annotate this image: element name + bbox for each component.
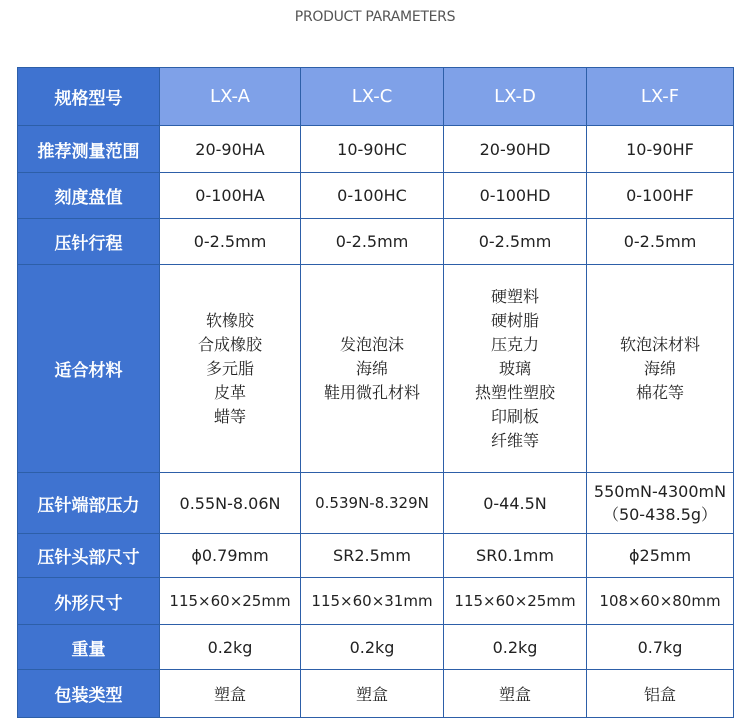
- table-row: [18, 473, 734, 534]
- table-row: [18, 670, 734, 718]
- table-cell: 115×60×31mm: [301, 578, 444, 625]
- table-cell: 0.539N-8.329N: [301, 473, 444, 534]
- table-cell: 0-100HF: [587, 173, 734, 219]
- material-item: 海绵: [355, 358, 388, 378]
- table-cell: SR0.1mm: [444, 534, 587, 578]
- table-cell: SR2.5mm: [301, 534, 444, 578]
- row-label: 外形尺寸: [18, 578, 160, 625]
- table-cell: 0-100HC: [301, 173, 444, 219]
- table-cell: 0-44.5N: [444, 473, 587, 534]
- row-label: 重量: [18, 625, 160, 670]
- model-header-cell: LX-D: [444, 68, 587, 126]
- material-list: [587, 333, 733, 405]
- pressure-lines: [587, 480, 733, 526]
- row-label: 压针端部压力: [18, 473, 160, 534]
- material-item: 热塑性塑胶: [474, 382, 555, 402]
- material-item: 合成橡胶: [197, 334, 262, 354]
- material-item: 棉花等: [635, 382, 684, 402]
- table-cell: [301, 265, 444, 473]
- row-label: 刻度盘值: [18, 173, 160, 219]
- material-item: 多元脂: [205, 358, 254, 378]
- table-cell: 10-90HC: [301, 126, 444, 173]
- material-item: 软泡沫材料: [619, 334, 700, 354]
- header-label-cell: 规格型号: [18, 68, 160, 126]
- table-cell: 0.2kg: [444, 625, 587, 670]
- material-list: [160, 309, 300, 429]
- table-cell: 铝盒: [587, 670, 734, 718]
- table-cell: [587, 265, 734, 473]
- table-cell: 0-2.5mm: [444, 219, 587, 265]
- parameters-table: [17, 67, 734, 718]
- table-cell: 108×60×80mm: [587, 578, 734, 625]
- table-cell: 115×60×25mm: [160, 578, 301, 625]
- material-item: 压克力: [490, 334, 539, 354]
- table-cell: 0.2kg: [160, 625, 301, 670]
- row-label: 压针头部尺寸: [18, 534, 160, 578]
- material-item: 硬树脂: [490, 310, 539, 330]
- model-header-cell: LX-C: [301, 68, 444, 126]
- material-item: 软橡胶: [205, 310, 254, 330]
- table-row: [18, 534, 734, 578]
- table-cell: 20-90HA: [160, 126, 301, 173]
- material-item: 硬塑料: [490, 286, 539, 306]
- table-cell: 0-100HD: [444, 173, 587, 219]
- row-label: 推荐测量范围: [18, 126, 160, 173]
- table-cell: 0-2.5mm: [301, 219, 444, 265]
- table-row: [18, 126, 734, 173]
- row-label: 压针行程: [18, 219, 160, 265]
- material-item: 蜡等: [213, 406, 246, 426]
- material-item: 海绵: [643, 358, 676, 378]
- table-cell: ϕ0.79mm: [160, 534, 301, 578]
- table-cell: 0-2.5mm: [587, 219, 734, 265]
- material-item: 玻璃: [498, 358, 531, 378]
- model-header-cell: LX-A: [160, 68, 301, 126]
- material-list: [301, 333, 443, 405]
- table-header-row: [18, 68, 734, 126]
- table-row: [18, 173, 734, 219]
- table-cell: 20-90HD: [444, 126, 587, 173]
- material-item: 发泡泡沫: [339, 334, 404, 354]
- row-label: 适合材料: [18, 265, 160, 473]
- table-row: [18, 578, 734, 625]
- table-cell: 塑盒: [160, 670, 301, 718]
- pressure-line: 550mN-4300mN: [593, 482, 727, 501]
- table-row: [18, 625, 734, 670]
- pressure-line: （50-438.5g）: [602, 505, 718, 524]
- material-item: 皮革: [213, 382, 246, 402]
- material-item: 鞋用微孔材料: [323, 382, 420, 402]
- table-cell: 115×60×25mm: [444, 578, 587, 625]
- table-cell: 0.7kg: [587, 625, 734, 670]
- table-cell: 10-90HF: [587, 126, 734, 173]
- table-cell: 0-100HA: [160, 173, 301, 219]
- row-label: 包装类型: [18, 670, 160, 718]
- model-header-cell: LX-F: [587, 68, 734, 126]
- material-list: [444, 285, 586, 453]
- table-cell: 塑盒: [444, 670, 587, 718]
- table-cell: ϕ25mm: [587, 534, 734, 578]
- table-cell: 0.2kg: [301, 625, 444, 670]
- table-cell: 塑盒: [301, 670, 444, 718]
- material-item: 纤维等: [490, 430, 539, 450]
- material-item: 印刷板: [490, 406, 539, 426]
- table-cell: [444, 265, 587, 473]
- table-cell: 0-2.5mm: [160, 219, 301, 265]
- table-cell: [587, 473, 734, 534]
- table-cell: [160, 265, 301, 473]
- table-row: [18, 265, 734, 473]
- table-row: [18, 219, 734, 265]
- table-cell: 0.55N-8.06N: [160, 473, 301, 534]
- page-title: PRODUCT PARAMETERS: [294, 9, 456, 25]
